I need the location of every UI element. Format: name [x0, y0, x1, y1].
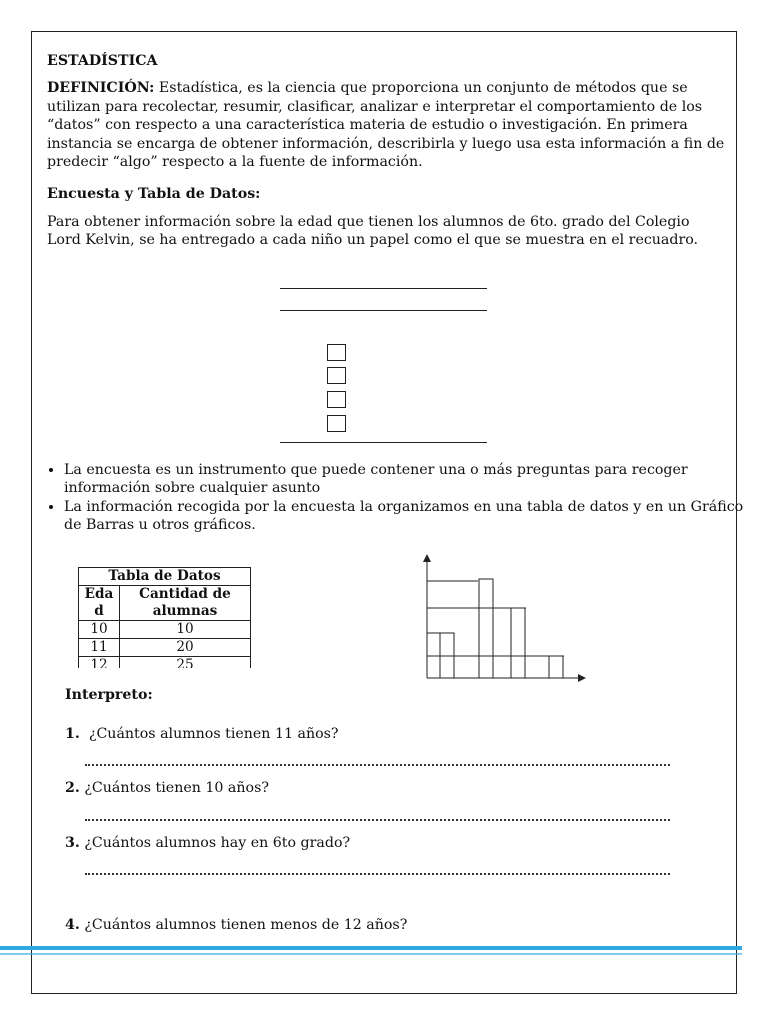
card-divider	[280, 310, 487, 311]
bar	[549, 656, 563, 678]
table-header-age: Edad	[79, 586, 120, 621]
checkbox	[327, 344, 346, 361]
table-cell: 20	[120, 639, 251, 657]
x-axis-arrow	[578, 674, 586, 682]
table-cell: 10	[120, 621, 251, 639]
list-item: • La información recogida por la encuesta la organizamos en una tabla de datos y en un Gráfico de Barras u otros gráficos.	[64, 498, 744, 535]
page-title: ESTADÍSTICA	[47, 53, 158, 69]
table-row	[79, 621, 251, 639]
checkbox	[327, 367, 346, 384]
table-caption: Tabla de Datos	[79, 568, 251, 586]
bar	[511, 608, 525, 678]
survey-heading: Encuesta y Tabla de Datos:	[47, 186, 261, 203]
table-header-count: Cantidad de alumnas	[120, 586, 251, 621]
main-content	[47, 52, 727, 250]
bar-chart-sketch	[418, 552, 590, 684]
bar	[479, 579, 493, 678]
table-row	[79, 657, 251, 669]
list-item: • La encuesta es un instrumento que puede contener una o más preguntas para recoger información sobre cualquier asunto	[64, 461, 744, 498]
y-axis-arrow	[423, 554, 431, 562]
answer-line[interactable]	[85, 873, 670, 875]
question-2: 2. ¿Cuántos tienen 10 años?	[65, 780, 269, 796]
survey-paragraph: Para obtener información sobre la edad que tienen los alumnos de 6to. grado del Colegio Lord Kelvin, se ha entregado a cada niño un papel como el que se muestra en el recuadro.	[47, 213, 699, 249]
footer-rule	[0, 946, 742, 950]
answer-line[interactable]	[85, 819, 670, 821]
footer-rule	[0, 953, 742, 955]
definition-text: Estadística, es la ciencia que proporciona un conjunto de métodos que se utilizan para recolectar, resumir, clasificar, analizar e interpretar el comportamiento de los “datos” con respecto a una característica materia de estudio o investigación. En primera instancia se encarga de obtener información, describirla y luego usa esta información a fin de predecir “algo” respecto a la fuente de información.	[47, 80, 725, 171]
answer-line[interactable]	[85, 764, 670, 766]
interpret-title: Interpreto:	[65, 687, 153, 703]
bullet-list	[47, 461, 744, 535]
definition-paragraph	[47, 79, 727, 171]
table-cell: 12	[79, 657, 120, 669]
question-1: 1. ¿Cuántos alumnos tienen 11 años?	[65, 726, 339, 742]
question-4: 4. ¿Cuántos alumnos tienen menos de 12 años?	[65, 917, 408, 933]
question-3: 3. ¿Cuántos alumnos hay en 6to grado?	[65, 835, 351, 851]
interpret-section	[65, 686, 705, 933]
data-table-wrapper	[78, 567, 252, 668]
data-table	[78, 567, 251, 668]
table-cell: 25	[120, 657, 251, 669]
table-cell: 10	[79, 621, 120, 639]
table-cell: 11	[79, 639, 120, 657]
checkbox	[327, 391, 346, 408]
definition-label: DEFINICIÓN:	[47, 80, 155, 97]
checkbox	[327, 415, 346, 432]
survey-card	[280, 288, 487, 443]
table-row	[79, 639, 251, 657]
